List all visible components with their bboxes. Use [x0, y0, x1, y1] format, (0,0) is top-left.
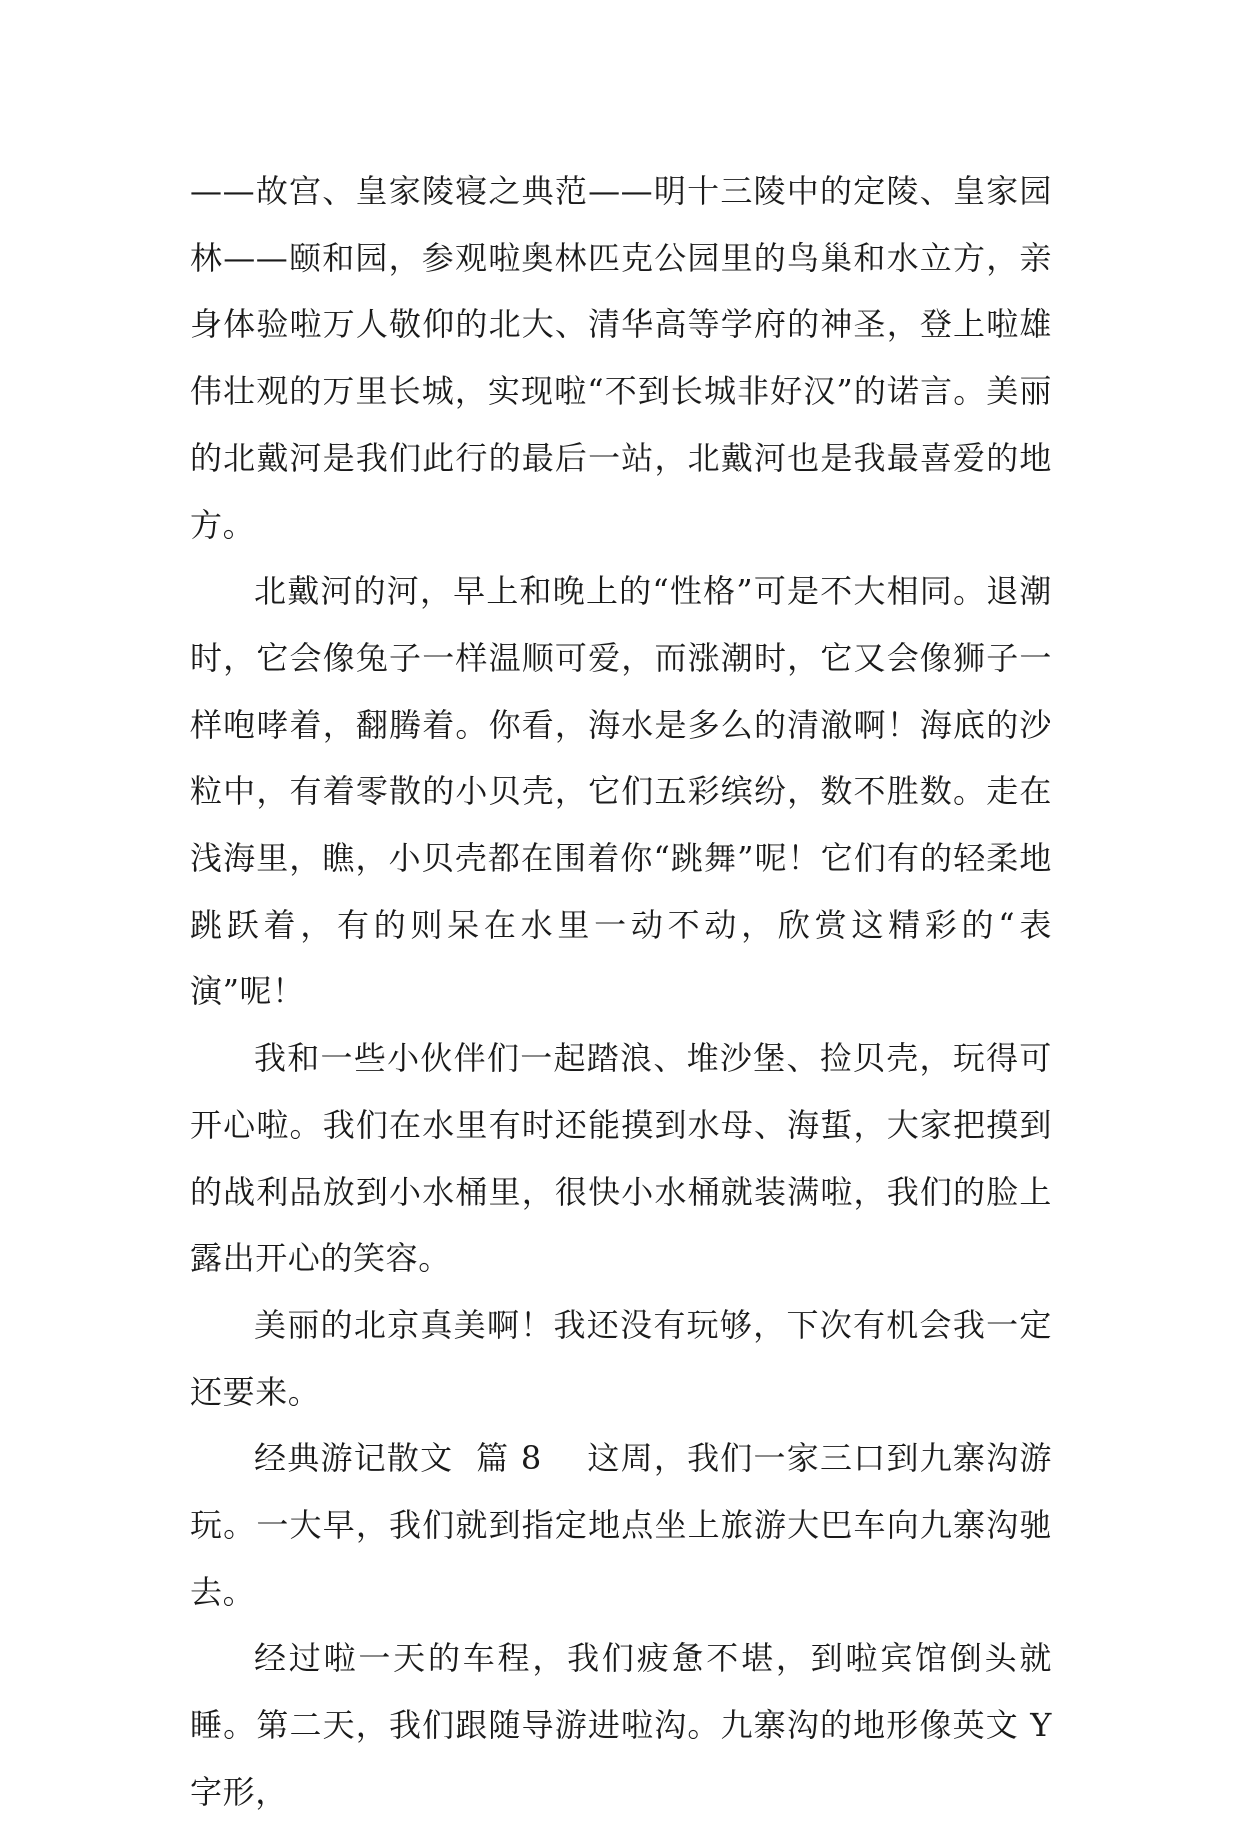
paragraph: 经过啦一天的车程，我们疲惫不堪，到啦宾馆倒头就睡。第二天，我们跟随导游进啦沟。九寨沟的地形像英文 Y 字形， [190, 1639, 1052, 1811]
paragraph: ——故宫、皇家陵寝之典范——明十三陵中的定陵、皇家园林——颐和园，参观啦奥林匹克公园里的鸟巢和水立方，亲身体验啦万人敬仰的北大、清华高等学府的神圣，登上啦雄伟壮观的万里长城，实现啦“不到长城非好汉”的诺言。美丽的北戴河是我们此行的最后一站，北戴河也是我最喜爱的地方。 [190, 172, 1052, 544]
heading-gap [542, 1439, 588, 1477]
paragraph-text: 这周，我们一家三口到九寨沟游玩。一大早，我们就到指定地点坐上旅游大巴车向九寨沟驰去。 [190, 1439, 1052, 1611]
paragraph: 我和一些小伙伴们一起踏浪、堆沙堡、捡贝壳，玩得可开心啦。我们在水里有时还能摸到水母、海蜇，大家把摸到的战利品放到小水桶里，很快小水桶就装满啦，我们的脸上露出开心的笑容。 [190, 1039, 1052, 1278]
paragraph: 北戴河的河，早上和晚上的“性格”可是不大相同。退潮时，它会像兔子一样温顺可爱，而涨潮时，它又会像狮子一样咆哮着，翻腾着。你看，海水是多么的清澈啊！海底的沙粒中，有着零散的小贝壳，它们五彩缤纷，数不胜数。走在浅海里，瞧，小贝壳都在围着你“跳舞”呢！它们有的轻柔地跳跃着，有的则呆在水里一动不动，欣赏这精彩的“表演”呢！ [190, 572, 1052, 1011]
document-body [190, 158, 1052, 1826]
section-heading: 经典游记散文 篇 8 [254, 1439, 542, 1478]
paragraph-with-section-heading [190, 1425, 1052, 1625]
paragraph: 美丽的北京真美啊！我还没有玩够，下次有机会我一定还要来。 [190, 1305, 1052, 1411]
